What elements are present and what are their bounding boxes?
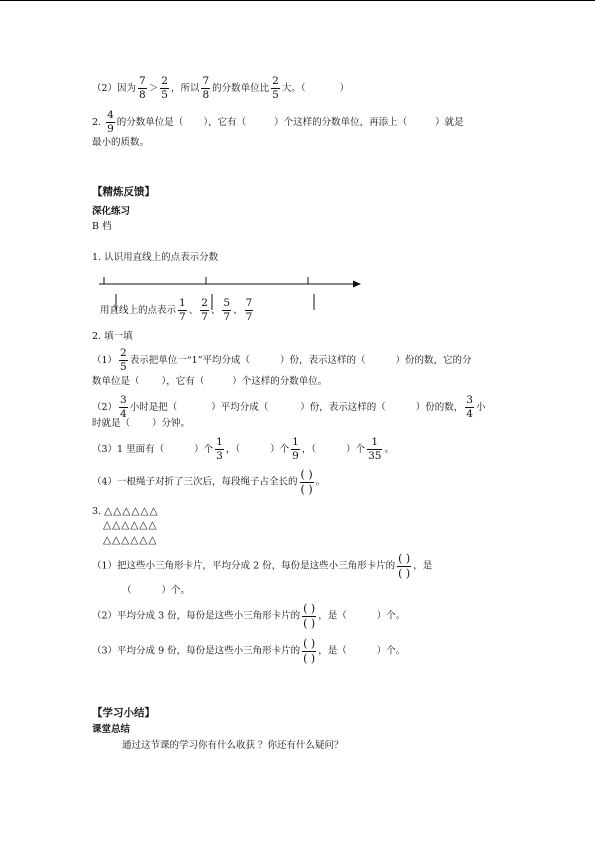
exercise-3-q3 bbox=[92, 638, 405, 664]
denominator-blank[interactable]: ( ) bbox=[300, 482, 313, 496]
exercise-3-q2 bbox=[92, 603, 405, 629]
numerator: 2 bbox=[200, 298, 209, 311]
text: 数单位是（ bbox=[92, 376, 140, 387]
fraction bbox=[119, 395, 128, 420]
blank-fraction[interactable] bbox=[397, 553, 411, 579]
denominator: 3 bbox=[216, 450, 223, 463]
exercise-2-line1 bbox=[92, 348, 472, 373]
exercise-3-row1 bbox=[92, 506, 159, 517]
exercise-3-row2 bbox=[103, 520, 157, 531]
denominator: 35 bbox=[368, 450, 382, 463]
text: ）个 bbox=[346, 444, 366, 456]
numerator-blank[interactable]: ( ) bbox=[303, 602, 316, 615]
denominator-blank[interactable]: ( ) bbox=[398, 566, 411, 580]
text: ）就是 bbox=[435, 117, 464, 129]
denominator: 7 bbox=[201, 311, 208, 324]
text: （3）平均分成 9 份，每份是这些小三角形卡片的 bbox=[92, 645, 301, 657]
exercise-3-q1 bbox=[92, 553, 432, 579]
fraction bbox=[178, 298, 187, 323]
exercise-2-line1b bbox=[92, 377, 327, 387]
question-number: 2. bbox=[92, 117, 102, 129]
text: ）个。 bbox=[161, 585, 191, 596]
numerator: 1 bbox=[215, 437, 224, 450]
denominator: 8 bbox=[139, 89, 146, 102]
text: 。 bbox=[384, 444, 394, 456]
text: （3）1 里面有（ bbox=[92, 444, 165, 456]
exercise-2-line2 bbox=[92, 395, 486, 420]
numerator-blank[interactable]: ( ) bbox=[303, 637, 316, 650]
question-number: 3. bbox=[92, 506, 102, 517]
text: ）个这样的分数单位。 bbox=[232, 376, 328, 387]
text: 。 bbox=[315, 476, 326, 488]
text: 大。（ bbox=[281, 83, 306, 95]
text: （2） bbox=[92, 402, 118, 414]
text: ）份，表示这样的（ bbox=[300, 402, 386, 414]
exercise-2-title: 2. 填一填 bbox=[92, 331, 133, 342]
numerator: 5 bbox=[222, 298, 231, 311]
text: 小时是把（ bbox=[129, 402, 178, 414]
triangle-row: △△△△△△ bbox=[103, 534, 158, 546]
fraction bbox=[106, 110, 115, 135]
text: ，是（ bbox=[318, 610, 347, 622]
fraction bbox=[465, 395, 474, 420]
text: ，是 bbox=[413, 560, 433, 572]
section-title: 【学习小结】 bbox=[92, 707, 155, 719]
text: ）个 bbox=[270, 444, 290, 456]
blank-fraction[interactable] bbox=[302, 638, 316, 664]
denominator-blank[interactable]: ( ) bbox=[303, 651, 316, 665]
denominator: 5 bbox=[161, 89, 168, 102]
fraction bbox=[271, 76, 280, 101]
numerator: 1 bbox=[367, 437, 382, 450]
numerator: 3 bbox=[465, 395, 474, 408]
fraction bbox=[119, 348, 128, 373]
fraction bbox=[138, 76, 147, 101]
text: （ bbox=[122, 585, 132, 596]
numerator: 7 bbox=[201, 76, 210, 89]
denominator-blank[interactable]: ( ) bbox=[303, 616, 316, 630]
text: ，是（ bbox=[318, 645, 347, 657]
text: ），它有（ bbox=[203, 117, 247, 129]
triangle-row: △△△△△△ bbox=[103, 519, 158, 531]
text: 时就是（ bbox=[92, 418, 131, 429]
text: ，所以 bbox=[170, 83, 200, 95]
text: ）个这样的分数单位，再添上（ bbox=[274, 117, 408, 129]
question-2-prev bbox=[92, 76, 349, 101]
numerator: 7 bbox=[138, 76, 147, 89]
fraction bbox=[291, 437, 300, 462]
numerator: 7 bbox=[245, 298, 254, 311]
text: ） bbox=[339, 83, 350, 95]
fraction bbox=[245, 298, 254, 323]
text: （2）平均分成 3 份，每份是这些小三角形卡片的 bbox=[92, 610, 301, 622]
text: ）份的数，它的分 bbox=[395, 355, 472, 367]
greater-than: ＞ bbox=[148, 83, 159, 95]
text: （1） bbox=[92, 355, 118, 367]
exercise-1-title: 1. 认识用直线上的点表示分数 bbox=[92, 252, 219, 263]
fraction bbox=[367, 437, 382, 462]
text: ）个 bbox=[194, 444, 214, 456]
text: 表示把单位一“1”平均分成（ bbox=[129, 355, 250, 367]
section-subtitle: 深化练习 bbox=[92, 206, 131, 217]
text: ）个。 bbox=[376, 645, 406, 657]
blank-fraction[interactable] bbox=[302, 603, 316, 629]
numerator: 3 bbox=[119, 395, 128, 408]
fraction bbox=[201, 76, 210, 101]
denominator: 8 bbox=[202, 89, 210, 102]
triangle-row: △△△△△△ bbox=[104, 505, 159, 517]
exercise-1-fractions bbox=[100, 298, 255, 323]
text: 小 bbox=[475, 402, 486, 414]
text: ）份的数， bbox=[415, 402, 464, 414]
denominator: 9 bbox=[292, 450, 299, 463]
numerator: 1 bbox=[178, 298, 187, 311]
exercise-2-line2b bbox=[92, 419, 190, 429]
question-2b-line2: 最小的质数。 bbox=[92, 137, 150, 148]
level-label: B 档 bbox=[92, 221, 112, 232]
numerator-blank[interactable]: ( ) bbox=[398, 552, 411, 565]
text: ）份，表示这样的（ bbox=[280, 355, 366, 367]
exercise-3-q1b bbox=[122, 586, 190, 596]
fraction bbox=[222, 298, 231, 323]
text: （1）把这些小三角形卡片，平均分成 2 份，每份是这些小三角形卡片的 bbox=[92, 560, 396, 572]
denominator: 4 bbox=[466, 408, 473, 421]
separator: 、 bbox=[188, 305, 199, 317]
text: ）分钟。 bbox=[152, 418, 191, 429]
denominator: 7 bbox=[223, 311, 231, 324]
numerator: 2 bbox=[119, 348, 128, 361]
section-subtitle: 课堂总结 bbox=[92, 724, 131, 735]
denominator: 7 bbox=[245, 311, 253, 324]
exercise-2-line4 bbox=[92, 469, 325, 495]
text: ，（ bbox=[225, 444, 241, 456]
text: （4）一根绳子对折了三次后，每段绳子占全长的 bbox=[92, 476, 298, 488]
summary-text: 通过这节课的学习你有什么收获 ？你还有什么疑问？ bbox=[122, 740, 344, 751]
denominator: 4 bbox=[120, 408, 127, 421]
numerator: 2 bbox=[271, 76, 280, 89]
text: ，（ bbox=[301, 444, 317, 456]
text: 的分数单位比 bbox=[212, 83, 270, 95]
number-line-arrow bbox=[353, 281, 361, 288]
denominator: 5 bbox=[272, 89, 279, 102]
question-2b bbox=[92, 110, 464, 135]
fraction bbox=[160, 76, 169, 101]
question-label: （2）因为 bbox=[92, 83, 137, 95]
numerator: 1 bbox=[291, 437, 300, 450]
label: 用直线上的点表示 bbox=[100, 305, 177, 317]
section-title: 【精炼反馈】 bbox=[92, 186, 155, 198]
fraction bbox=[200, 298, 209, 323]
text: ）平均分成（ bbox=[211, 402, 269, 414]
exercise-2-line3 bbox=[92, 437, 394, 462]
separator: 、 bbox=[210, 305, 221, 317]
numerator: 4 bbox=[106, 110, 115, 123]
numerator-blank[interactable]: ( ) bbox=[300, 468, 313, 481]
denominator: 7 bbox=[179, 311, 186, 324]
page-top-border bbox=[0, 0, 595, 1]
denominator: 5 bbox=[120, 361, 127, 374]
fraction bbox=[215, 437, 224, 462]
text: ）个。 bbox=[376, 610, 406, 622]
separator: 、 bbox=[233, 305, 243, 317]
blank-fraction[interactable] bbox=[300, 469, 314, 495]
text: 的分数单位是（ bbox=[116, 117, 184, 129]
text: ），它有（ bbox=[161, 376, 205, 387]
numerator: 2 bbox=[160, 76, 169, 89]
exercise-3-row3 bbox=[103, 535, 157, 546]
denominator: 9 bbox=[107, 123, 114, 136]
